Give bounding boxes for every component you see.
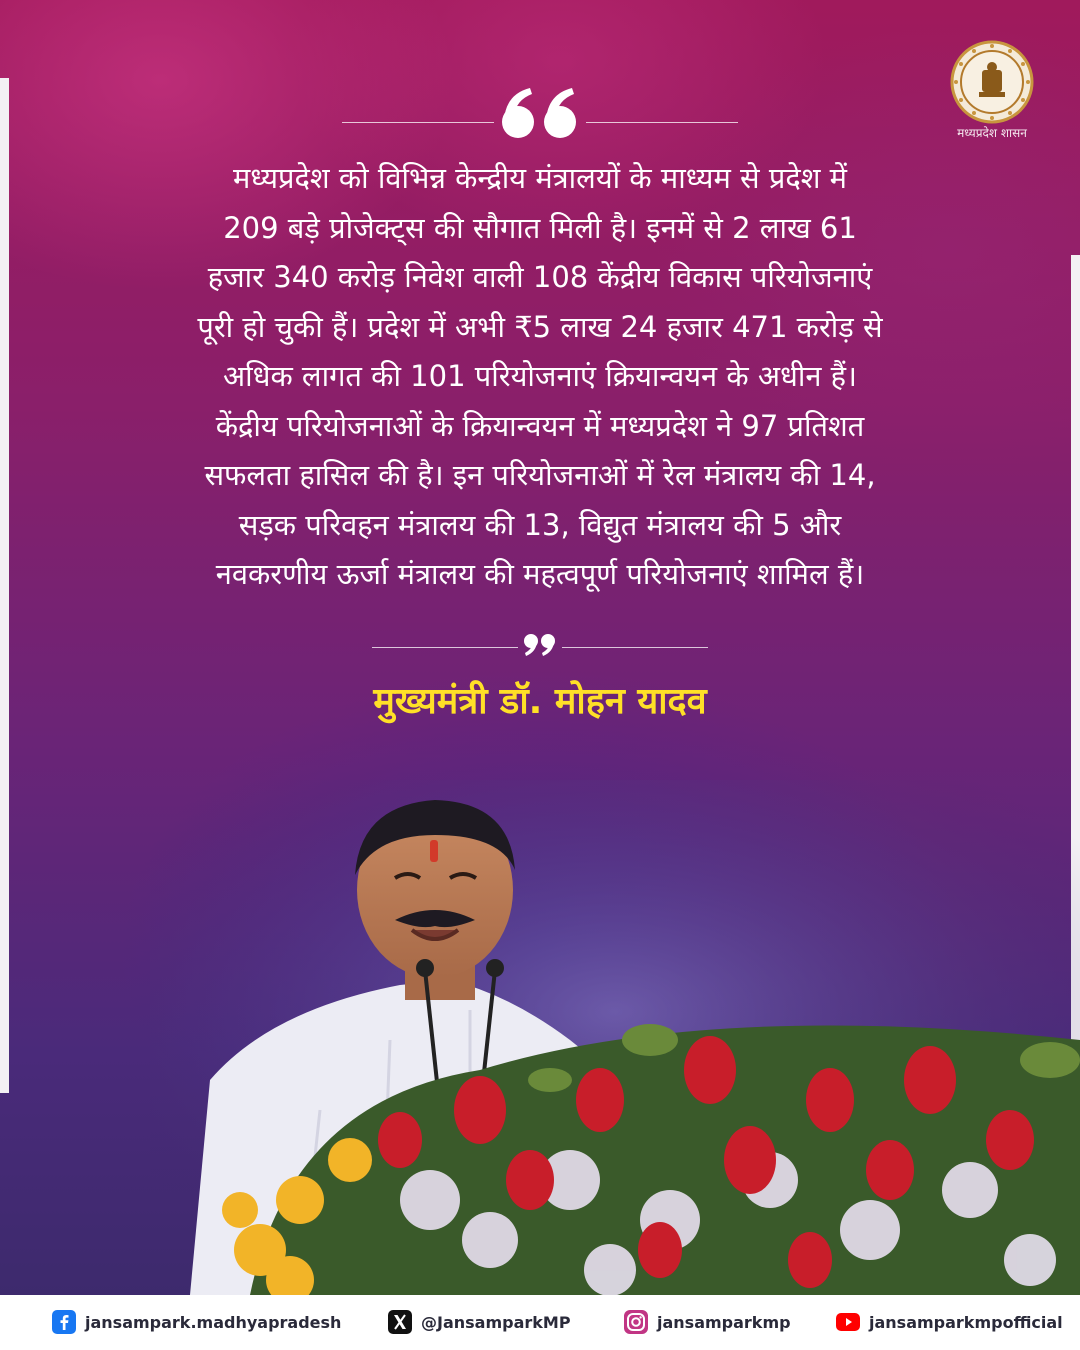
instagram-handle: jansamparkmp [657, 1312, 791, 1332]
left-edge-bar [0, 78, 9, 1093]
quote-line: सड़क परिवहन मंत्रालय की 13, विद्युत मंत्रालय की 5 और [238, 507, 842, 542]
facebook-link[interactable] [52, 1309, 341, 1335]
quote-line: केंद्रीय परियोजनाओं के क्रियान्वयन में मध्यप्रदेश ने 97 प्रतिशत [215, 408, 865, 443]
quote-open-icon [498, 84, 582, 140]
quote-line: 209 बड़े प्रोजेक्ट्स की सौगात मिली है। इनमें से 2 लाख 61 [223, 210, 857, 245]
top-rule-left [342, 122, 494, 123]
emblem-caption: मध्यप्रदेश शासन [957, 126, 1027, 140]
instagram-icon [624, 1310, 648, 1334]
facebook-icon [52, 1310, 76, 1334]
x-handle: @JansamparkMP [421, 1312, 571, 1332]
quote-close-icon [522, 632, 558, 658]
author-name: मुख्यमंत्री डॉ. मोहन यादव [373, 681, 707, 722]
quote-line: हजार 340 करोड़ निवेश वाली 108 केंद्रीय विकास परियोजनाएं [207, 260, 873, 294]
x-link[interactable] [388, 1309, 571, 1335]
quote-line: सफलता हासिल की है। इन परियोजनाओं में रेल मंत्रालय की 14, [204, 458, 876, 492]
quote-line: मध्यप्रदेश को विभिन्न केन्द्रीय मंत्रालयों के माध्यम से प्रदेश में [232, 161, 848, 195]
speaker-photo [150, 780, 1080, 1295]
quote-line: नवकरणीय ऊर्जा मंत्रालय की महत्वपूर्ण परियोजनाएं शामिल हैं। [215, 557, 865, 591]
quote-body [90, 154, 990, 600]
youtube-icon [836, 1310, 860, 1334]
quote-line: पूरी हो चुकी हैं। प्रदेश में अभी ₹5 लाख 24 हजार 471 करोड़ से [197, 309, 883, 344]
state-emblem [950, 40, 1034, 124]
footer-social-bar [0, 1295, 1080, 1350]
facebook-handle: jansampark.madhyapradesh [85, 1312, 342, 1332]
youtube-handle: jansamparkmpofficial [869, 1312, 1063, 1332]
instagram-link[interactable] [624, 1309, 791, 1335]
bottom-rule-right [562, 647, 708, 648]
bottom-rule-left [372, 647, 518, 648]
x-icon [388, 1310, 412, 1334]
quote-line: अधिक लागत की 101 परियोजनाएं क्रियान्वयन के अधीन हैं। [222, 359, 858, 393]
youtube-link[interactable] [836, 1309, 1063, 1335]
top-rule-right [586, 122, 738, 123]
